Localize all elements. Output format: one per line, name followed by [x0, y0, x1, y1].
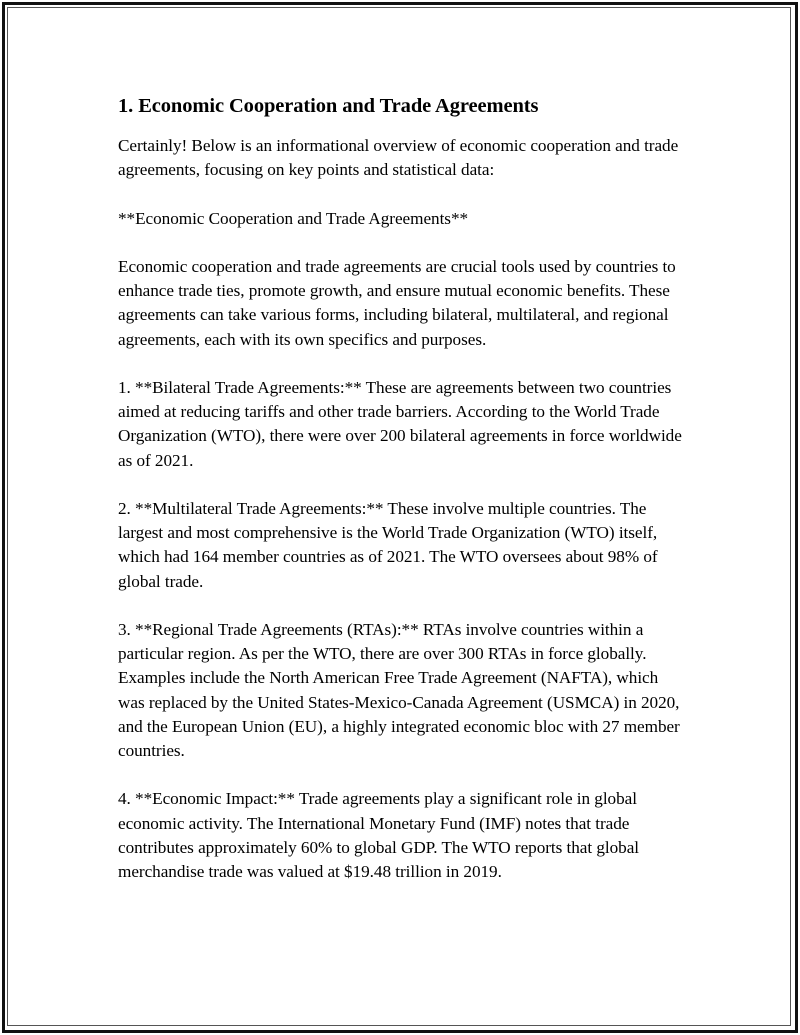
subtitle-paragraph: **Economic Cooperation and Trade Agreements**	[118, 208, 469, 228]
document-body	[118, 92, 686, 908]
regional-paragraph: 3. **Regional Trade Agreements (RTAs):** RTAs involve countries within a particular region. As per the WTO, there are over 300 RTAs in force globally. Examples include the North American Free Trade Agreement (NAFTA), which was replaced by the United States-Mexico-Canada Agreement (USMCA) in 2020, and the European Union (EU), a highly integrated economic bloc with 27 member countries.	[118, 619, 680, 760]
intro-paragraph: Certainly! Below is an informational overview of economic cooperation and trade agreements, focusing on key points and statistical data:	[118, 136, 679, 180]
bilateral-paragraph: 1. **Bilateral Trade Agreements:** These are agreements between two countries aimed at reducing tariffs and other trade barriers. According to the World Trade Organization (WTO), there were over 200 bilateral agreements in force worldwide as of 2021.	[118, 377, 682, 470]
multilateral-paragraph: 2. **Multilateral Trade Agreements:** These involve multiple countries. The largest and most comprehensive is the World Trade Organization (WTO) itself, which had 164 member countries as of 2021. The WTO oversees about 98% of global trade.	[118, 498, 658, 591]
section-heading: 1. Economic Cooperation and Trade Agreements	[118, 95, 539, 117]
overview-paragraph: Economic cooperation and trade agreements are crucial tools used by countries to enhance trade ties, promote growth, and ensure mutual economic benefits. These agreements can take various forms, including bilateral, multilateral, and regional agreements, each with its own specifics and purposes.	[118, 256, 676, 349]
economic-impact-paragraph: 4. **Economic Impact:** Trade agreements play a significant role in global economic activity. The International Monetary Fund (IMF) notes that trade contributes approximately 60% to global GDP. The WTO reports that global merchandise trade was valued at $19.48 trillion in 2019.	[118, 789, 640, 881]
